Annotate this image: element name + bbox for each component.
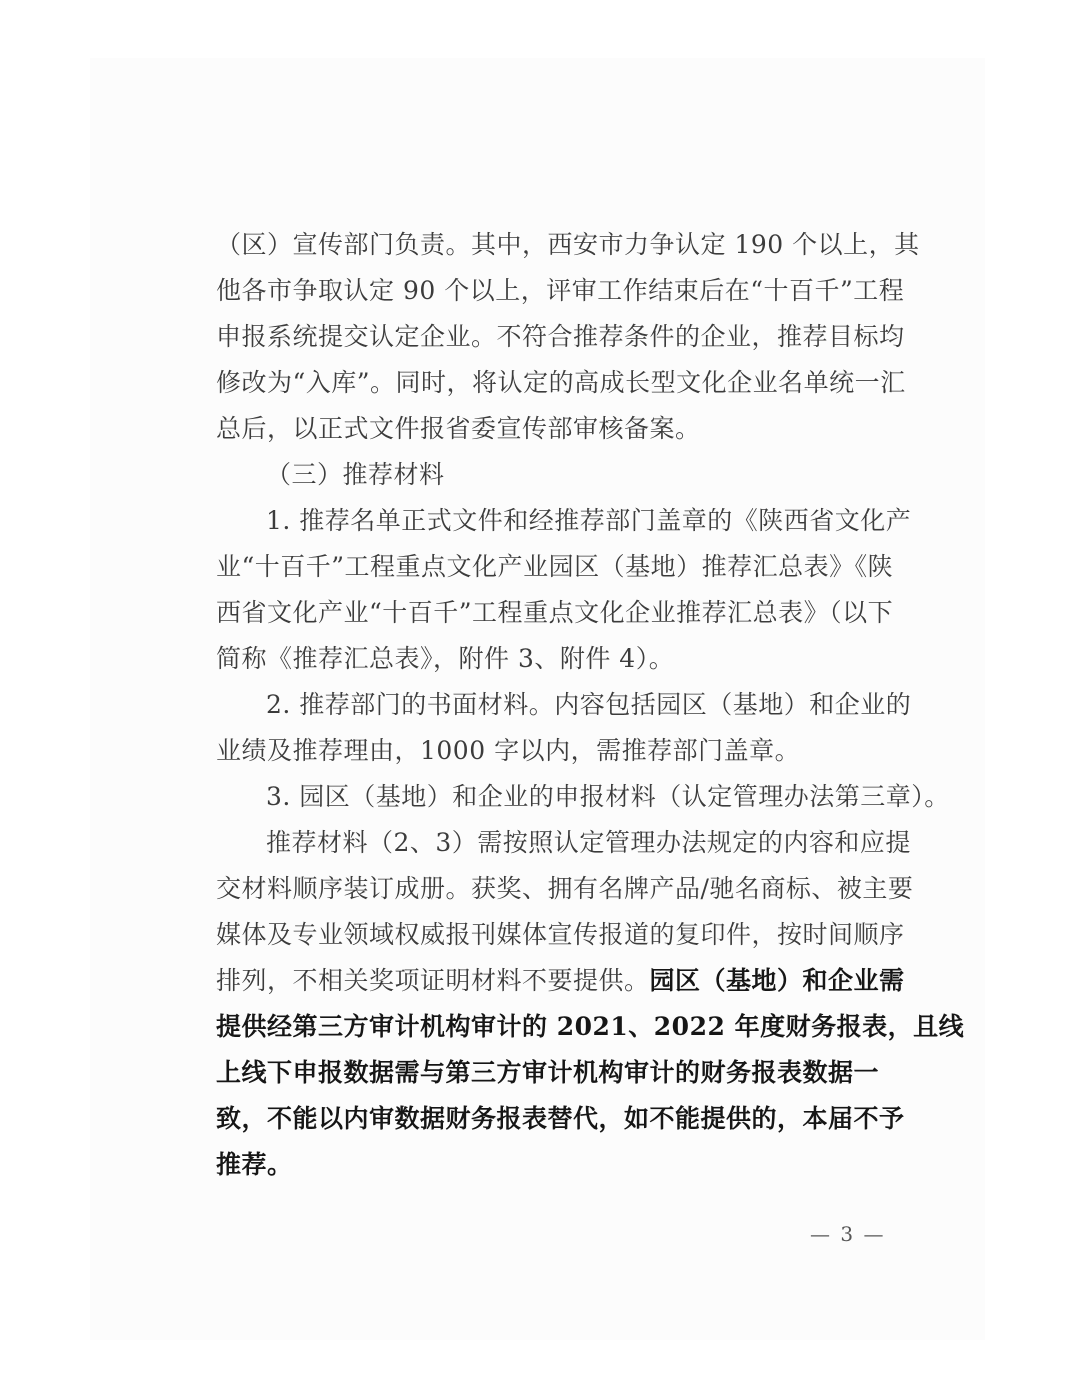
emphasized-line: 推荐。 xyxy=(216,1150,293,1179)
emphasized-line: 致，不能以内审数据财务报表替代，如不能提供的，本届不予 xyxy=(216,1104,905,1133)
text-line: （区）宣传部门负责。其中，西安市力争认定 190 个以上，其 xyxy=(216,230,920,259)
section-heading: （三）推荐材料 xyxy=(266,460,445,489)
emphasized-text: 园区（基地）和企业需 xyxy=(649,966,905,995)
emphasized-line: 上线下申报数据需与第三方审计机构审计的财务报表数据一 xyxy=(216,1058,880,1087)
page-number: — 3 — xyxy=(810,1222,886,1246)
text-line: 3. 园区（基地）和企业的申报材料（认定管理办法第三章）。 xyxy=(266,782,950,811)
text-line: 媒体及专业领域权威报刊媒体宣传报道的复印件，按时间顺序 xyxy=(216,920,905,949)
text-line: 修改为“入库”。同时，将认定的高成长型文化企业名单统一汇 xyxy=(216,368,906,397)
regular-text: 排列，不相关奖项证明材料不要提供。 xyxy=(216,966,650,995)
text-line: 1. 推荐名单正式文件和经推荐部门盖章的《陕西省文化产 xyxy=(266,506,912,535)
list-item-1 xyxy=(216,498,912,682)
paragraph-department-responsibility xyxy=(216,222,920,452)
emphasized-line: 提供经第三方审计机构审计的 2021、2022 年度财务报表，且线 xyxy=(216,1012,965,1041)
document-body xyxy=(216,222,965,1188)
text-line: 西省文化产业“十百千”工程重点文化企业推荐汇总表》（以下 xyxy=(216,598,894,627)
text-line: 推荐材料（2、3）需按照认定管理办法规定的内容和应提 xyxy=(266,828,911,857)
text-line: 交材料顺序装订成册。获奖、拥有名牌产品/驰名商标、被主要 xyxy=(216,874,914,903)
text-line: 他各市争取认定 90 个以上，评审工作结束后在“十百千”工程 xyxy=(216,276,905,305)
paragraph-materials-requirements xyxy=(216,820,965,1188)
text-line: 总后，以正式文件报省委宣传部审核备案。 xyxy=(216,414,701,443)
text-line: 2. 推荐部门的书面材料。内容包括园区（基地）和企业的 xyxy=(266,690,912,719)
list-item-2 xyxy=(216,682,912,774)
list-item-3 xyxy=(216,774,950,820)
text-line: 业绩及推荐理由，1000 字以内，需推荐部门盖章。 xyxy=(216,736,801,765)
text-line: 申报系统提交认定企业。不符合推荐条件的企业，推荐目标均 xyxy=(216,322,905,351)
section-heading-recommendation-materials xyxy=(216,452,876,498)
text-line: 业“十百千”工程重点文化产业园区（基地）推荐汇总表》《陕 xyxy=(216,552,894,581)
text-line: 简称《推荐汇总表》，附件 3、附件 4）。 xyxy=(216,644,675,673)
text-line-mixed xyxy=(216,958,905,1004)
